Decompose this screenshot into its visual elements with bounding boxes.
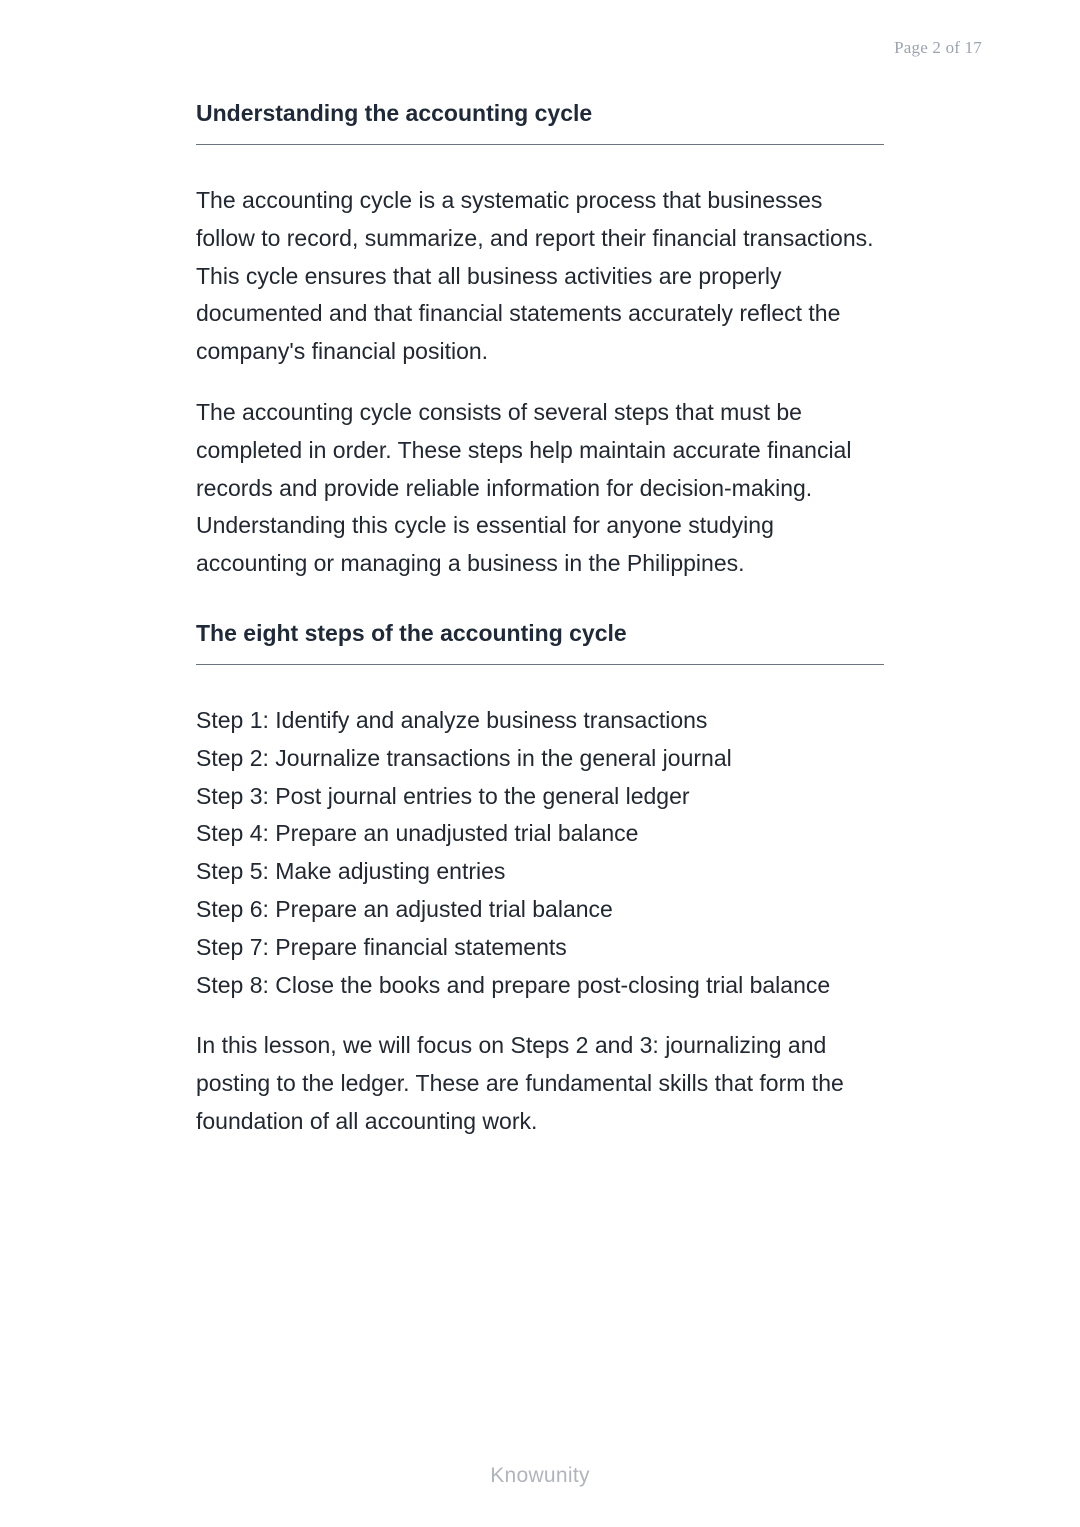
list-item: Step 3: Post journal entries to the general ledger [196,782,690,809]
list-item: Step 1: Identify and analyze business transactions [196,706,708,733]
list-item: Step 8: Close the books and prepare post-closing trial balance [196,971,831,998]
list-item: Step 6: Prepare an adjusted trial balance [196,895,613,922]
list-item: Step 7: Prepare financial statements [196,933,567,960]
paragraph-steps-overview: The accounting cycle consists of several steps that must be completed in order. These steps help maintain accurate financial records and provide reliable information for decision-making. Understanding this cycle is essential for anyone studying accounting or managing a business in the Philippines. [196,398,852,577]
steps-list [196,702,884,1004]
paragraph-lesson-focus: In this lesson, we will focus on Steps 2 and 3: journalizing and posting to the ledger. These are fundamental skills that form the foundation of all accounting work. [196,1032,844,1134]
list-item: Step 2: Journalize transactions in the general journal [196,744,732,771]
section-title-eight-steps: The eight steps of the accounting cycle [196,616,884,665]
document-content [196,96,884,1164]
section-title-accounting-cycle: Understanding the accounting cycle [196,96,884,145]
paragraph-intro: The accounting cycle is a systematic process that businesses follow to record, summarize, and report their financial transactions. This cycle ensures that all business activities are properly documented and that financial statements accurately reflect the company's financial position. [196,187,874,365]
list-item: Step 4: Prepare an unadjusted trial balance [196,820,639,847]
page-number: Page 2 of 17 [894,38,982,57]
footer-brand: Knowunity [490,1464,590,1487]
list-item: Step 5: Make adjusting entries [196,858,506,885]
